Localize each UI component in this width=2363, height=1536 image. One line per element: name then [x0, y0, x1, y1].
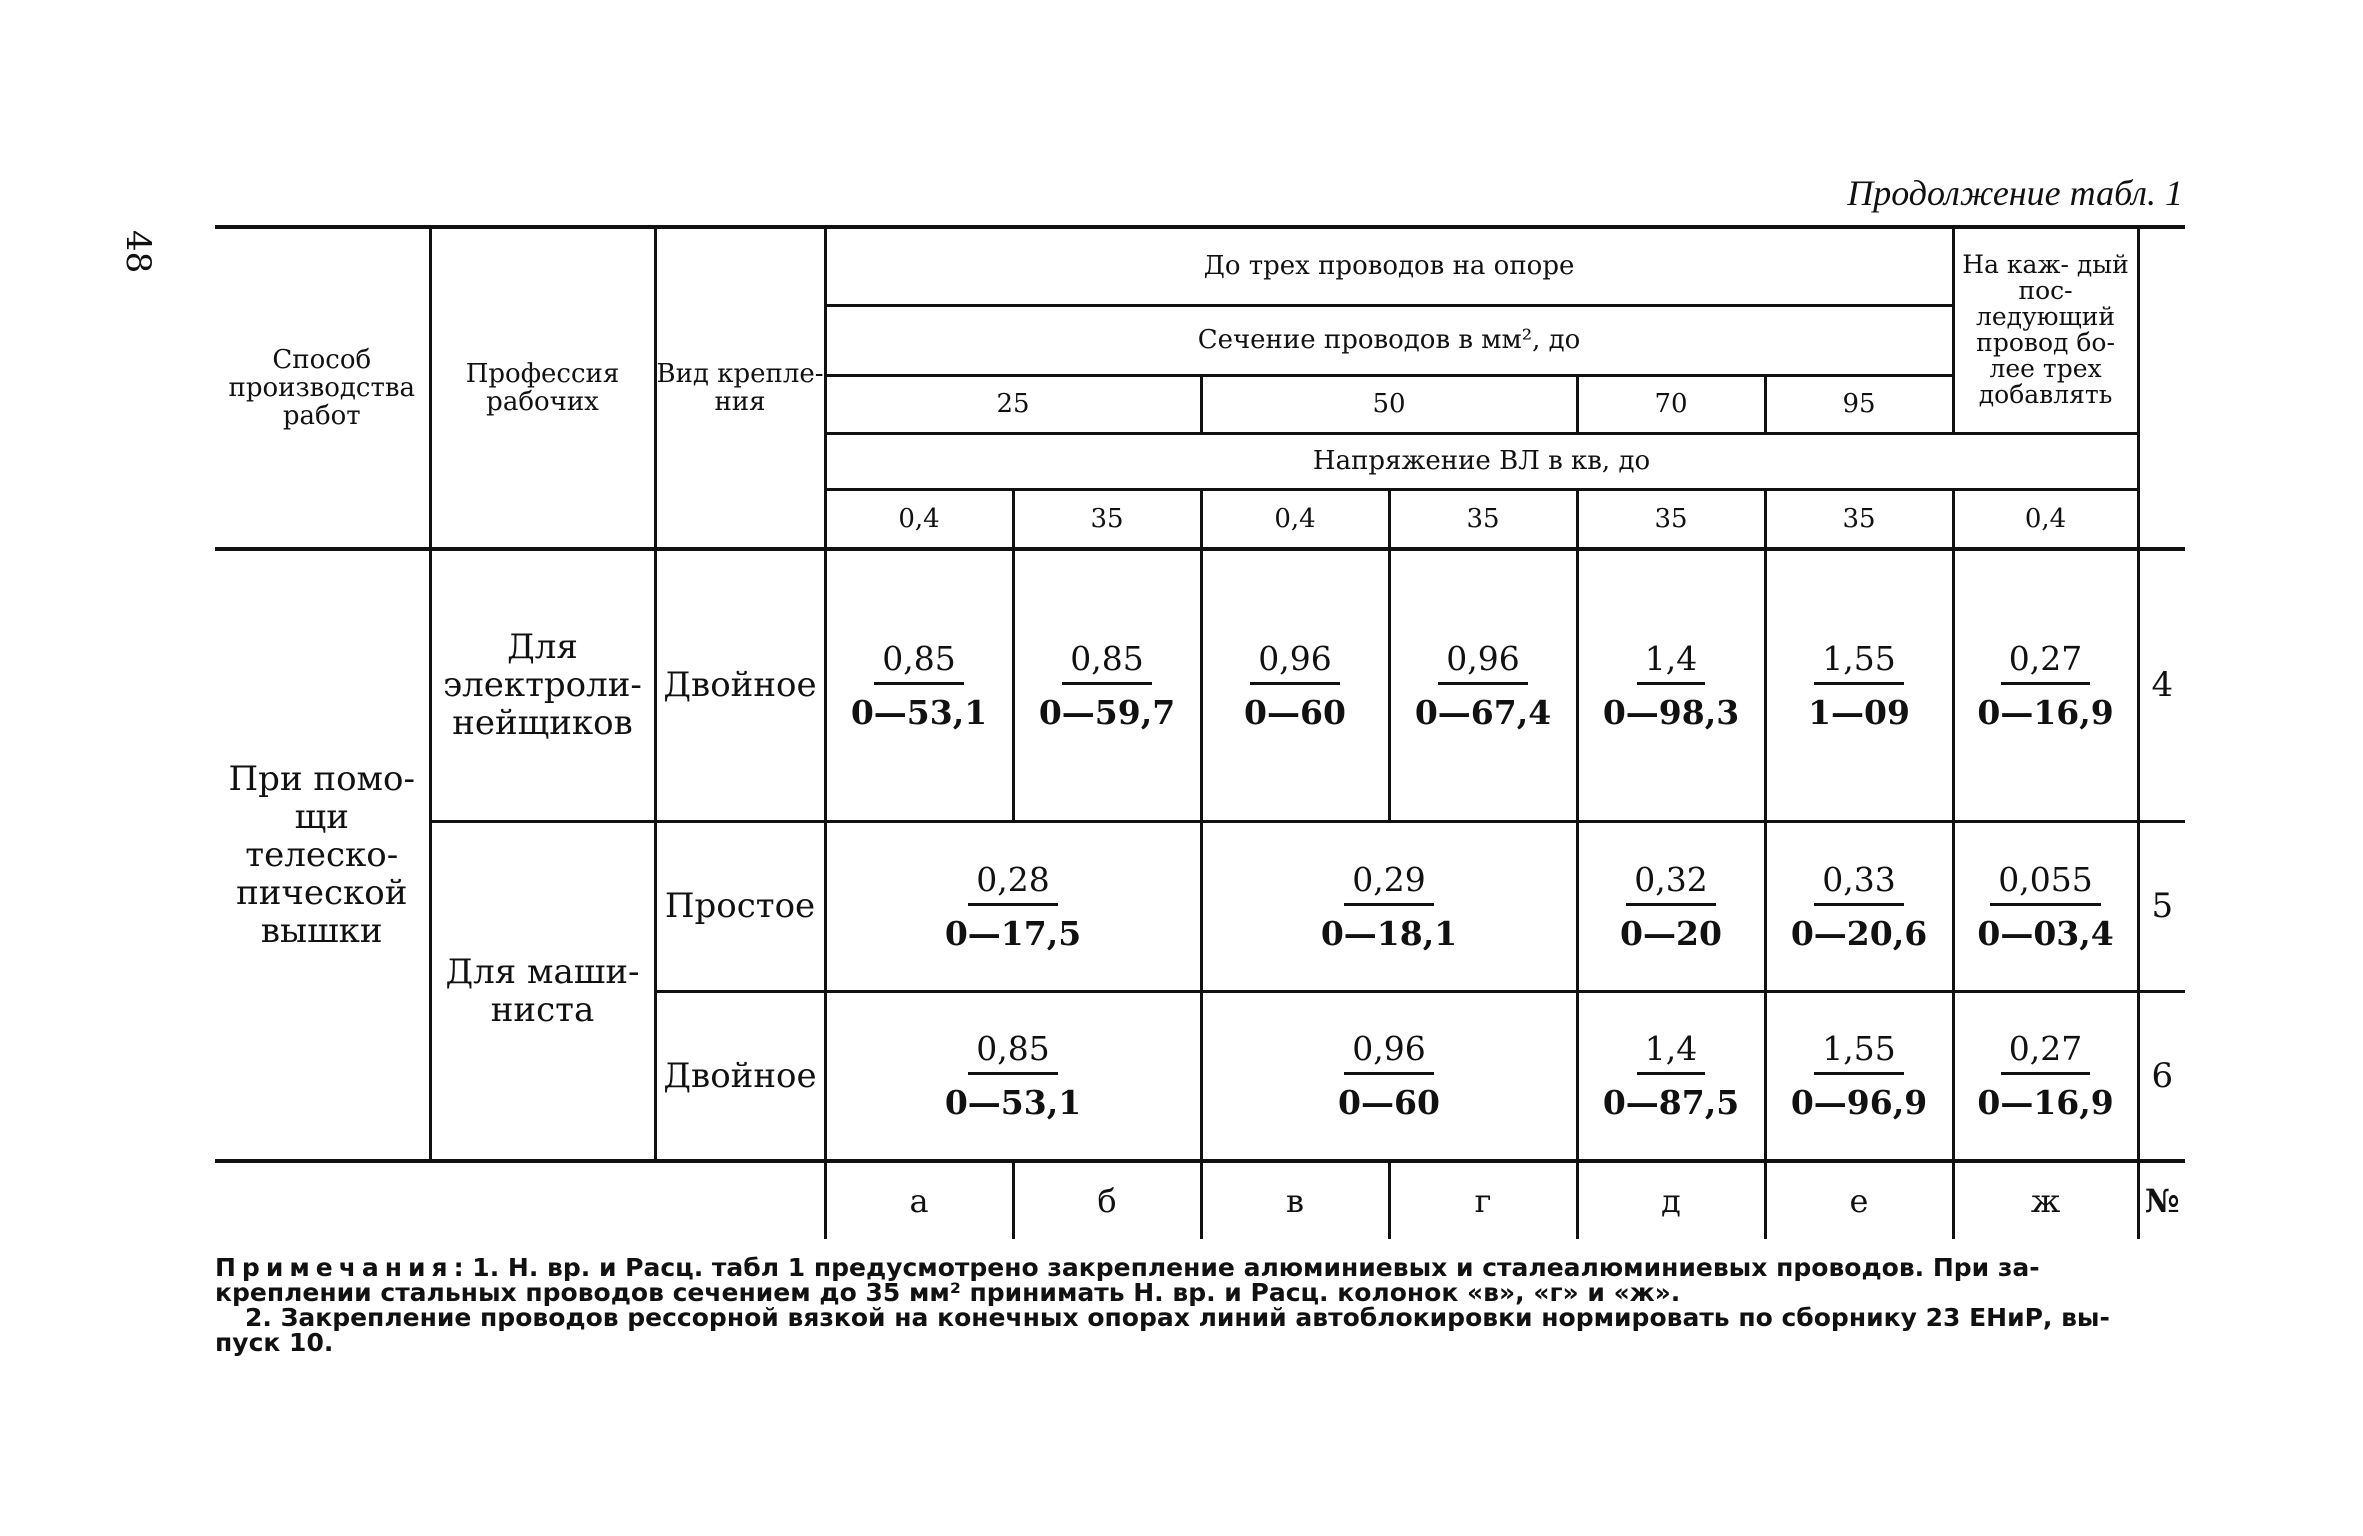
- table-cell: 1,55 0—96,9: [1765, 991, 1953, 1161]
- table-cell: 0,85 0—53,1: [825, 549, 1013, 821]
- column-letter: б: [1013, 1161, 1201, 1239]
- norms-table: [215, 225, 2185, 1239]
- table-cell: 0,055 0—03,4: [1953, 821, 2138, 991]
- row-number: 6: [2138, 991, 2185, 1161]
- table-cell: 0,96 0—60: [1201, 991, 1577, 1161]
- fixing-type: Двойное: [655, 549, 825, 821]
- profession-driver: Для маши- ниста: [430, 821, 655, 1161]
- header-voltage: Напряжение ВЛ в кв, до: [825, 433, 2138, 489]
- table-cell: 1,4 0—98,3: [1577, 549, 1765, 821]
- number-sign: №: [2144, 1182, 2180, 1220]
- table-cell: 0,96 0—67,4: [1389, 549, 1577, 821]
- table-cell: 0,96 0—60: [1201, 549, 1389, 821]
- note-2: 2. Закрепление проводов рессорной вязкой на конечных опорах линий автоблокировки нормировать по сборнику 23 ЕНиР, вы-: [245, 1303, 2110, 1332]
- column-letter: в: [1201, 1161, 1389, 1239]
- header-section: Сечение проводов в мм², до: [825, 305, 1953, 375]
- voltage-cell: 35: [1765, 489, 1953, 549]
- header-up-to-three: До трех проводов на опоре: [825, 227, 1953, 305]
- header-profession: Профессия рабочих: [430, 227, 655, 549]
- table-cell: 0,27 0—16,9: [1953, 991, 2138, 1161]
- header-each-next: На каж- дый пос- ледующий провод бо- лее трех добавлять: [1953, 227, 2138, 433]
- voltage-cell: 35: [1389, 489, 1577, 549]
- voltage-cell: 0,4: [1953, 489, 2138, 549]
- section-50: 50: [1201, 375, 1577, 433]
- column-letter: ж: [1953, 1161, 2138, 1239]
- header-fixing-type: Вид крепле- ния: [655, 227, 825, 549]
- section-70: 70: [1577, 375, 1765, 433]
- row-number: 5: [2138, 821, 2185, 991]
- table-cell: 0,28 0—17,5: [825, 821, 1201, 991]
- row-number: 4: [2138, 549, 2185, 821]
- column-letter: е: [1765, 1161, 1953, 1239]
- section-25: 25: [825, 375, 1201, 433]
- table-cell: 1,4 0—87,5: [1577, 991, 1765, 1161]
- note-2-cont: пуск 10.: [215, 1328, 334, 1357]
- note-1-cont: креплении стальных проводов сечением до 35 мм² принимать Н. вр. и Расц. колонок «в», «г» и «ж».: [215, 1278, 1681, 1307]
- notes: [215, 1255, 2175, 1355]
- column-letter: д: [1577, 1161, 1765, 1239]
- table-cell: 0,27 0—16,9: [1953, 549, 2138, 821]
- fixing-type: Двойное: [655, 991, 825, 1161]
- voltage-cell: 0,4: [1201, 489, 1389, 549]
- method-value: При помо- щи телеско- пической вышки: [215, 549, 430, 1161]
- table-cell: 0,29 0—18,1: [1201, 821, 1577, 991]
- continuation-title: Продолжение табл. 1: [1847, 173, 2183, 213]
- note-1: Примечания: 1. Н. вр. и Расц. табл 1 предусмотрено закрепление алюминиевых и сталеалюминиевых проводов. При за-: [215, 1253, 2040, 1282]
- fixing-type: Простое: [655, 821, 825, 991]
- table-cell: 1,55 1—09: [1765, 549, 1953, 821]
- profession-electric: Для электроли- нейщиков: [430, 549, 655, 821]
- voltage-cell: 0,4: [825, 489, 1013, 549]
- table-cell: 0,85 0—53,1: [825, 991, 1201, 1161]
- table-cell: 0,33 0—20,6: [1765, 821, 1953, 991]
- page-number: 48: [118, 230, 158, 274]
- section-95: 95: [1765, 375, 1953, 433]
- table-cell: 0,85 0—59,7: [1013, 549, 1201, 821]
- header-method: Способ производства работ: [215, 227, 430, 549]
- voltage-cell: 35: [1577, 489, 1765, 549]
- table-cell: 0,32 0—20: [1577, 821, 1765, 991]
- column-letter: г: [1389, 1161, 1577, 1239]
- column-letter: а: [825, 1161, 1013, 1239]
- voltage-cell: 35: [1013, 489, 1201, 549]
